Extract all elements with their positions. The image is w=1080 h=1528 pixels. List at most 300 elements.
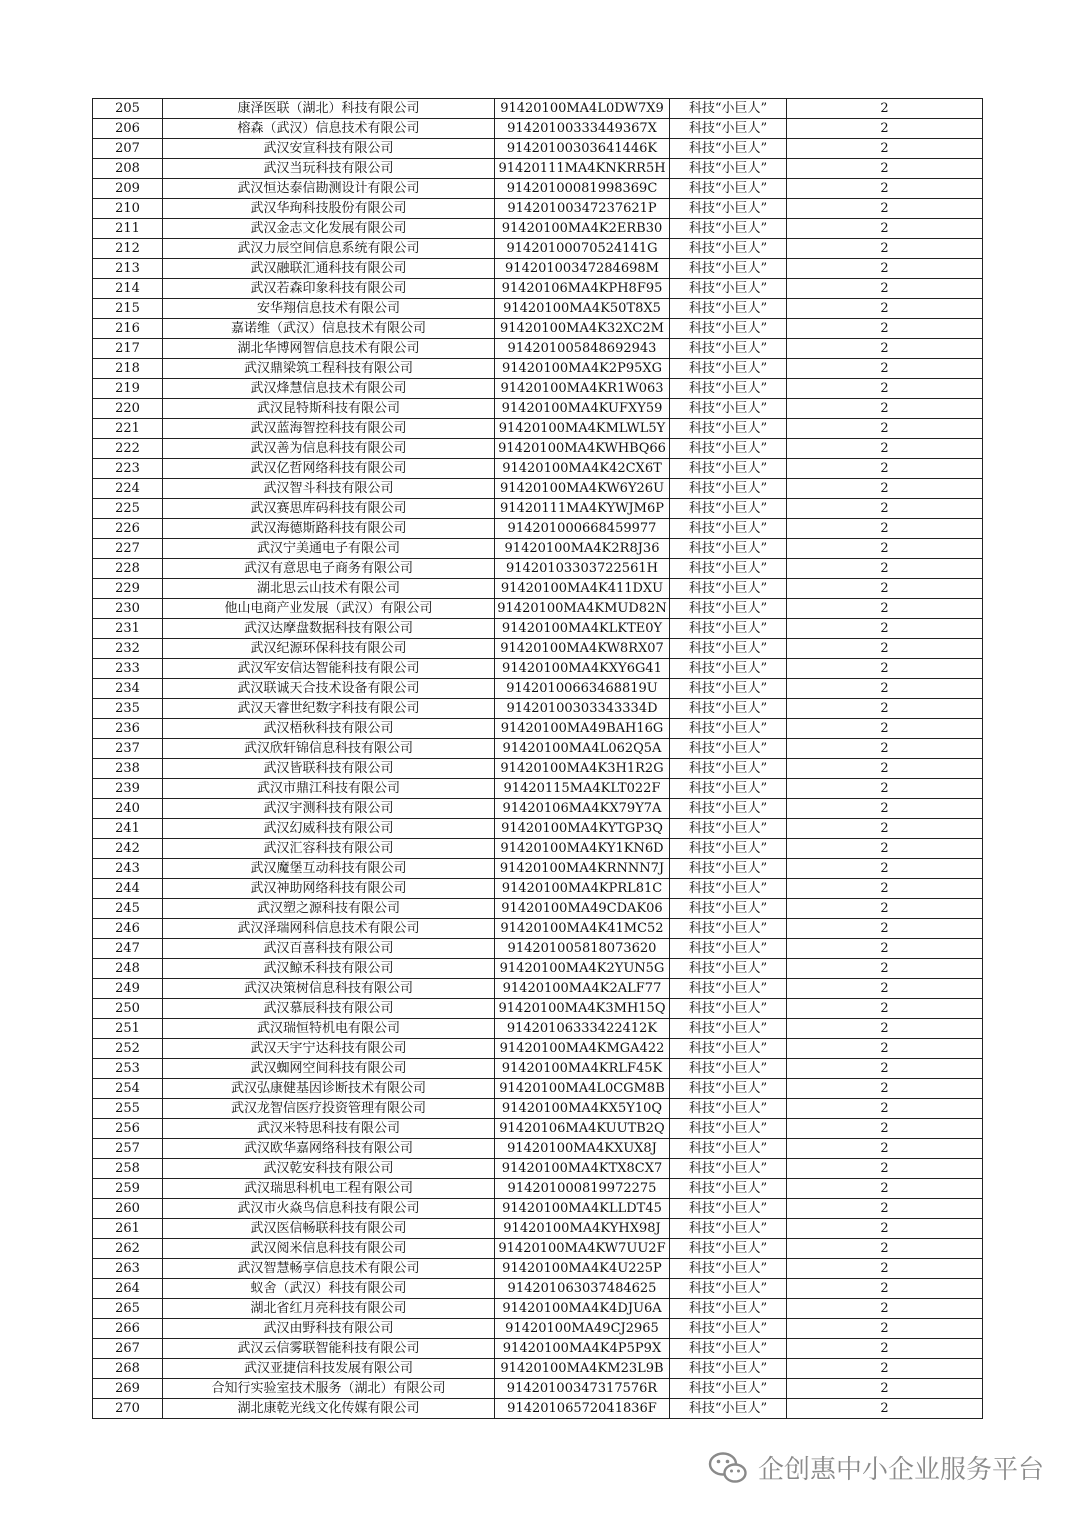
table-row	[93, 499, 983, 519]
credit-code-cell: 91420111MA4KYWJM6P	[495, 499, 670, 519]
row-number-cell: 266	[93, 1319, 163, 1339]
company-name-cell: 武汉由野科技有限公司	[163, 1319, 495, 1339]
row-number-cell: 269	[93, 1379, 163, 1399]
category-cell: 科技“小巨人”	[670, 559, 787, 579]
table-row	[93, 1319, 983, 1339]
credit-code-cell: 91420111MA4KNKRR5H	[495, 159, 670, 179]
credit-code-cell: 914201000668459977	[495, 519, 670, 539]
table-row	[93, 359, 983, 379]
credit-code-cell: 91420100663468819U	[495, 679, 670, 699]
table-row	[93, 119, 983, 139]
count-cell: 2	[787, 1179, 983, 1199]
row-number-cell: 210	[93, 199, 163, 219]
credit-code-cell: 91420100MA4K4P5P9X	[495, 1339, 670, 1359]
table-row	[93, 159, 983, 179]
credit-code-cell: 91420100MA4KMUD82N	[495, 599, 670, 619]
company-name-cell: 康泽医联（湖北）科技有限公司	[163, 99, 495, 119]
credit-code-cell: 91420100MA4KYHX98J	[495, 1219, 670, 1239]
row-number-cell: 220	[93, 399, 163, 419]
count-cell: 2	[787, 919, 983, 939]
company-name-cell: 安华翔信息技术有限公司	[163, 299, 495, 319]
credit-code-cell: 91420106572041836F	[495, 1399, 670, 1419]
credit-code-cell: 91420100MA4K3MH15Q	[495, 999, 670, 1019]
count-cell: 2	[787, 819, 983, 839]
count-cell: 2	[787, 279, 983, 299]
count-cell: 2	[787, 1039, 983, 1059]
row-number-cell: 257	[93, 1139, 163, 1159]
count-cell: 2	[787, 1079, 983, 1099]
table-row	[93, 1259, 983, 1279]
category-cell: 科技“小巨人”	[670, 399, 787, 419]
company-name-cell: 武汉善为信息科技有限公司	[163, 439, 495, 459]
row-number-cell: 255	[93, 1099, 163, 1119]
company-name-cell: 武汉欧华嘉网络科技有限公司	[163, 1139, 495, 1159]
credit-code-cell: 91420100MA49CJ2965	[495, 1319, 670, 1339]
category-cell: 科技“小巨人”	[670, 799, 787, 819]
row-number-cell: 243	[93, 859, 163, 879]
category-cell: 科技“小巨人”	[670, 579, 787, 599]
company-name-cell: 武汉阅米信息科技有限公司	[163, 1239, 495, 1259]
table-row	[93, 1379, 983, 1399]
table-row	[93, 759, 983, 779]
credit-code-cell: 91420106MA4KX79Y7A	[495, 799, 670, 819]
table-row	[93, 799, 983, 819]
count-cell: 2	[787, 119, 983, 139]
count-cell: 2	[787, 1339, 983, 1359]
table-row	[93, 1359, 983, 1379]
credit-code-cell: 91420100MA4KUFXY59	[495, 399, 670, 419]
category-cell: 科技“小巨人”	[670, 479, 787, 499]
row-number-cell: 223	[93, 459, 163, 479]
count-cell: 2	[787, 419, 983, 439]
company-name-cell: 武汉亚捷信科技发展有限公司	[163, 1359, 495, 1379]
count-cell: 2	[787, 539, 983, 559]
row-number-cell: 265	[93, 1299, 163, 1319]
row-number-cell: 256	[93, 1119, 163, 1139]
credit-code-cell: 91420100MA4KPRL81C	[495, 879, 670, 899]
row-number-cell: 242	[93, 839, 163, 859]
count-cell: 2	[787, 259, 983, 279]
company-name-cell: 武汉力辰空间信息系统有限公司	[163, 239, 495, 259]
row-number-cell: 234	[93, 679, 163, 699]
company-name-cell: 武汉梧秋科技有限公司	[163, 719, 495, 739]
table-row	[93, 339, 983, 359]
company-name-cell: 武汉蓝海智控科技有限公司	[163, 419, 495, 439]
company-name-cell: 武汉汇容科技有限公司	[163, 839, 495, 859]
count-cell: 2	[787, 1059, 983, 1079]
table-row	[93, 1399, 983, 1419]
category-cell: 科技“小巨人”	[670, 699, 787, 719]
row-number-cell: 238	[93, 759, 163, 779]
count-cell: 2	[787, 1399, 983, 1419]
credit-code-cell: 91420115MA4KLT022F	[495, 779, 670, 799]
row-number-cell: 211	[93, 219, 163, 239]
count-cell: 2	[787, 1259, 983, 1279]
count-cell: 2	[787, 979, 983, 999]
row-number-cell: 208	[93, 159, 163, 179]
table-row	[93, 219, 983, 239]
credit-code-cell: 91420100MA4K2R8J36	[495, 539, 670, 559]
row-number-cell: 258	[93, 1159, 163, 1179]
company-name-cell: 武汉乾安科技有限公司	[163, 1159, 495, 1179]
category-cell: 科技“小巨人”	[670, 539, 787, 559]
table-row	[93, 1119, 983, 1139]
category-cell: 科技“小巨人”	[670, 1279, 787, 1299]
count-cell: 2	[787, 1219, 983, 1239]
row-number-cell: 227	[93, 539, 163, 559]
count-cell: 2	[787, 439, 983, 459]
count-cell: 2	[787, 879, 983, 899]
row-number-cell: 264	[93, 1279, 163, 1299]
category-cell: 科技“小巨人”	[670, 1199, 787, 1219]
row-number-cell: 263	[93, 1259, 163, 1279]
credit-code-cell: 91420100MA4K50T8X5	[495, 299, 670, 319]
category-cell: 科技“小巨人”	[670, 299, 787, 319]
table-row	[93, 1199, 983, 1219]
company-name-cell: 武汉智斗科技有限公司	[163, 479, 495, 499]
table-row	[93, 519, 983, 539]
company-name-cell: 武汉云信雾联智能科技有限公司	[163, 1339, 495, 1359]
company-name-cell: 武汉亿哲网络科技有限公司	[163, 459, 495, 479]
credit-code-cell: 91420100MA4K2P95XG	[495, 359, 670, 379]
credit-code-cell: 91420100MA4K411DXU	[495, 579, 670, 599]
credit-code-cell: 91420100MA4K42CX6T	[495, 459, 670, 479]
table-row	[93, 99, 983, 119]
company-name-cell: 武汉天宇宁达科技有限公司	[163, 1039, 495, 1059]
count-cell: 2	[787, 699, 983, 719]
count-cell: 2	[787, 1019, 983, 1039]
company-name-cell: 榕森（武汉）信息技术有限公司	[163, 119, 495, 139]
company-name-cell: 武汉融联汇通科技有限公司	[163, 259, 495, 279]
row-number-cell: 225	[93, 499, 163, 519]
table-row	[93, 659, 983, 679]
table-row	[93, 419, 983, 439]
category-cell: 科技“小巨人”	[670, 959, 787, 979]
company-name-cell: 武汉瑞思科机电工程有限公司	[163, 1179, 495, 1199]
company-name-cell: 武汉弘康健基因诊断技术有限公司	[163, 1079, 495, 1099]
row-number-cell: 233	[93, 659, 163, 679]
table-row	[93, 439, 983, 459]
table-row	[93, 959, 983, 979]
category-cell: 科技“小巨人”	[670, 639, 787, 659]
company-name-cell: 武汉当玩科技有限公司	[163, 159, 495, 179]
count-cell: 2	[787, 899, 983, 919]
category-cell: 科技“小巨人”	[670, 339, 787, 359]
company-name-cell: 武汉医信畅联科技有限公司	[163, 1219, 495, 1239]
table-row	[93, 1219, 983, 1239]
company-name-cell: 武汉华珣科技股份有限公司	[163, 199, 495, 219]
category-cell: 科技“小巨人”	[670, 979, 787, 999]
company-name-cell: 武汉鼎梁筑工程科技有限公司	[163, 359, 495, 379]
row-number-cell: 245	[93, 899, 163, 919]
row-number-cell: 228	[93, 559, 163, 579]
count-cell: 2	[787, 1359, 983, 1379]
category-cell: 科技“小巨人”	[670, 1119, 787, 1139]
company-name-cell: 武汉慕辰科技有限公司	[163, 999, 495, 1019]
category-cell: 科技“小巨人”	[670, 1019, 787, 1039]
company-name-cell: 武汉天睿世纪数字科技有限公司	[163, 699, 495, 719]
row-number-cell: 267	[93, 1339, 163, 1359]
company-name-cell: 武汉金志文化发展有限公司	[163, 219, 495, 239]
count-cell: 2	[787, 659, 983, 679]
category-cell: 科技“小巨人”	[670, 219, 787, 239]
wechat-icon	[708, 1451, 748, 1485]
company-name-cell: 嘉诺维（武汉）信息技术有限公司	[163, 319, 495, 339]
credit-code-cell: 91420100MA4K4U225P	[495, 1259, 670, 1279]
count-cell: 2	[787, 479, 983, 499]
row-number-cell: 237	[93, 739, 163, 759]
row-number-cell: 207	[93, 139, 163, 159]
count-cell: 2	[787, 739, 983, 759]
category-cell: 科技“小巨人”	[670, 359, 787, 379]
count-cell: 2	[787, 1299, 983, 1319]
credit-code-cell: 91420100MA4L062Q5A	[495, 739, 670, 759]
table-row	[93, 819, 983, 839]
count-cell: 2	[787, 579, 983, 599]
credit-code-cell: 91420100MA4K3H1R2G	[495, 759, 670, 779]
credit-code-cell: 914201005848692943	[495, 339, 670, 359]
company-name-cell: 武汉宇测科技有限公司	[163, 799, 495, 819]
count-cell: 2	[787, 719, 983, 739]
category-cell: 科技“小巨人”	[670, 619, 787, 639]
table-row	[93, 919, 983, 939]
table-row	[93, 1279, 983, 1299]
table-row	[93, 679, 983, 699]
table-row	[93, 1299, 983, 1319]
row-number-cell: 224	[93, 479, 163, 499]
category-cell: 科技“小巨人”	[670, 259, 787, 279]
row-number-cell: 270	[93, 1399, 163, 1419]
category-cell: 科技“小巨人”	[670, 319, 787, 339]
row-number-cell: 268	[93, 1359, 163, 1379]
table-row	[93, 939, 983, 959]
table-row	[93, 1079, 983, 1099]
row-number-cell: 250	[93, 999, 163, 1019]
row-number-cell: 252	[93, 1039, 163, 1059]
credit-code-cell: 91420100347237621P	[495, 199, 670, 219]
company-name-cell: 武汉昆特斯科技有限公司	[163, 399, 495, 419]
category-cell: 科技“小巨人”	[670, 1099, 787, 1119]
count-cell: 2	[787, 779, 983, 799]
category-cell: 科技“小巨人”	[670, 1399, 787, 1419]
company-name-cell: 他山电商产业发展（武汉）有限公司	[163, 599, 495, 619]
table-row	[93, 319, 983, 339]
category-cell: 科技“小巨人”	[670, 1319, 787, 1339]
count-cell: 2	[787, 619, 983, 639]
category-cell: 科技“小巨人”	[670, 599, 787, 619]
category-cell: 科技“小巨人”	[670, 459, 787, 479]
company-name-cell: 蚁舍（武汉）科技有限公司	[163, 1279, 495, 1299]
count-cell: 2	[787, 1099, 983, 1119]
row-number-cell: 226	[93, 519, 163, 539]
category-cell: 科技“小巨人”	[670, 819, 787, 839]
table-row	[93, 559, 983, 579]
table-row	[93, 999, 983, 1019]
category-cell: 科技“小巨人”	[670, 739, 787, 759]
watermark-text: 企创惠中小企业服务平台	[757, 1455, 1044, 1485]
row-number-cell: 221	[93, 419, 163, 439]
category-cell: 科技“小巨人”	[670, 1039, 787, 1059]
credit-code-cell: 91420106MA4KPH8F95	[495, 279, 670, 299]
table-row	[93, 779, 983, 799]
count-cell: 2	[787, 159, 983, 179]
credit-code-cell: 91420100MA4KTX8CX7	[495, 1159, 670, 1179]
credit-code-cell: 91420106333422412K	[495, 1019, 670, 1039]
table-row	[93, 1339, 983, 1359]
credit-code-cell: 91420100MA4KRLF45K	[495, 1059, 670, 1079]
row-number-cell: 259	[93, 1179, 163, 1199]
credit-code-cell: 91420100MA4KMLWL5Y	[495, 419, 670, 439]
count-cell: 2	[787, 219, 983, 239]
company-name-cell: 武汉恒达泰信勘测设计有限公司	[163, 179, 495, 199]
credit-code-cell: 914201000819972275	[495, 1179, 670, 1199]
row-number-cell: 239	[93, 779, 163, 799]
row-number-cell: 235	[93, 699, 163, 719]
table-row	[93, 199, 983, 219]
company-name-cell: 武汉欣轩锦信息科技有限公司	[163, 739, 495, 759]
table-row	[93, 839, 983, 859]
table-body	[93, 99, 983, 1419]
row-number-cell: 230	[93, 599, 163, 619]
category-cell: 科技“小巨人”	[670, 239, 787, 259]
category-cell: 科技“小巨人”	[670, 659, 787, 679]
row-number-cell: 240	[93, 799, 163, 819]
category-cell: 科技“小巨人”	[670, 179, 787, 199]
count-cell: 2	[787, 1379, 983, 1399]
count-cell: 2	[787, 239, 983, 259]
count-cell: 2	[787, 179, 983, 199]
table-row	[93, 859, 983, 879]
company-name-cell: 武汉市火焱鸟信息科技有限公司	[163, 1199, 495, 1219]
row-number-cell: 215	[93, 299, 163, 319]
row-number-cell: 261	[93, 1219, 163, 1239]
credit-code-cell: 91420100MA4KY1KN6D	[495, 839, 670, 859]
table-row	[93, 1039, 983, 1059]
watermark	[708, 1449, 1044, 1486]
company-name-cell: 武汉军安信达智能科技有限公司	[163, 659, 495, 679]
count-cell: 2	[787, 499, 983, 519]
credit-code-cell: 91420100MA4KLLDT45	[495, 1199, 670, 1219]
count-cell: 2	[787, 199, 983, 219]
table-row	[93, 459, 983, 479]
company-name-cell: 武汉安宣科技有限公司	[163, 139, 495, 159]
company-name-cell: 武汉达摩盘数据科技有限公司	[163, 619, 495, 639]
company-name-cell: 武汉蜘网空间科技有限公司	[163, 1059, 495, 1079]
row-number-cell: 217	[93, 339, 163, 359]
count-cell: 2	[787, 799, 983, 819]
credit-code-cell: 91420100303343334D	[495, 699, 670, 719]
table-row	[93, 279, 983, 299]
category-cell: 科技“小巨人”	[670, 899, 787, 919]
table-row	[93, 379, 983, 399]
count-cell: 2	[787, 1319, 983, 1339]
company-name-cell: 湖北省红月亮科技有限公司	[163, 1299, 495, 1319]
table-row	[93, 479, 983, 499]
category-cell: 科技“小巨人”	[670, 999, 787, 1019]
company-name-cell: 武汉若森印象科技有限公司	[163, 279, 495, 299]
company-list-table	[92, 98, 983, 1419]
company-name-cell: 武汉烽慧信息技术有限公司	[163, 379, 495, 399]
credit-code-cell: 91420100MA4KMGA422	[495, 1039, 670, 1059]
count-cell: 2	[787, 1199, 983, 1219]
category-cell: 科技“小巨人”	[670, 519, 787, 539]
category-cell: 科技“小巨人”	[670, 1359, 787, 1379]
category-cell: 科技“小巨人”	[670, 879, 787, 899]
table-row	[93, 1159, 983, 1179]
table-row	[93, 179, 983, 199]
table-row	[93, 1019, 983, 1039]
row-number-cell: 244	[93, 879, 163, 899]
row-number-cell: 260	[93, 1199, 163, 1219]
credit-code-cell: 91420100MA4KW8RX07	[495, 639, 670, 659]
category-cell: 科技“小巨人”	[670, 379, 787, 399]
count-cell: 2	[787, 939, 983, 959]
count-cell: 2	[787, 599, 983, 619]
row-number-cell: 253	[93, 1059, 163, 1079]
credit-code-cell: 91420100333449367X	[495, 119, 670, 139]
credit-code-cell: 91420100MA4KXUX8J	[495, 1139, 670, 1159]
row-number-cell: 251	[93, 1019, 163, 1039]
company-name-cell: 武汉宁美通电子有限公司	[163, 539, 495, 559]
credit-code-cell: 91420100MA4K2YUN5G	[495, 959, 670, 979]
credit-code-cell: 91420100MA4KW7UU2F	[495, 1239, 670, 1259]
row-number-cell: 214	[93, 279, 163, 299]
company-name-cell: 武汉幻威科技有限公司	[163, 819, 495, 839]
row-number-cell: 218	[93, 359, 163, 379]
credit-code-cell: 91420100MA4L0DW7X9	[495, 99, 670, 119]
category-cell: 科技“小巨人”	[670, 1159, 787, 1179]
row-number-cell: 219	[93, 379, 163, 399]
credit-code-cell: 91420100MA4KX5Y10Q	[495, 1099, 670, 1119]
category-cell: 科技“小巨人”	[670, 1339, 787, 1359]
count-cell: 2	[787, 99, 983, 119]
category-cell: 科技“小巨人”	[670, 919, 787, 939]
company-name-cell: 武汉皆联科技有限公司	[163, 759, 495, 779]
table-row	[93, 1139, 983, 1159]
row-number-cell: 216	[93, 319, 163, 339]
table-row	[93, 1239, 983, 1259]
credit-code-cell: 91420100MA4KM23L9B	[495, 1359, 670, 1379]
count-cell: 2	[787, 999, 983, 1019]
row-number-cell: 246	[93, 919, 163, 939]
table-row	[93, 979, 983, 999]
table-row	[93, 259, 983, 279]
credit-code-cell: 91420100347284698M	[495, 259, 670, 279]
row-number-cell: 209	[93, 179, 163, 199]
count-cell: 2	[787, 859, 983, 879]
company-name-cell: 武汉联诚天合技术设备有限公司	[163, 679, 495, 699]
credit-code-cell: 91420100081998369C	[495, 179, 670, 199]
table-row	[93, 899, 983, 919]
count-cell: 2	[787, 559, 983, 579]
count-cell: 2	[787, 839, 983, 859]
category-cell: 科技“小巨人”	[670, 419, 787, 439]
table-row	[93, 579, 983, 599]
company-name-cell: 湖北思云山技术有限公司	[163, 579, 495, 599]
row-number-cell: 229	[93, 579, 163, 599]
credit-code-cell: 914201005818073620	[495, 939, 670, 959]
count-cell: 2	[787, 399, 983, 419]
table-row	[93, 1059, 983, 1079]
count-cell: 2	[787, 1119, 983, 1139]
count-cell: 2	[787, 1279, 983, 1299]
row-number-cell: 247	[93, 939, 163, 959]
category-cell: 科技“小巨人”	[670, 679, 787, 699]
company-name-cell: 武汉米特思科技有限公司	[163, 1119, 495, 1139]
category-cell: 科技“小巨人”	[670, 779, 787, 799]
count-cell: 2	[787, 639, 983, 659]
credit-code-cell: 91420100MA4K32XC2M	[495, 319, 670, 339]
